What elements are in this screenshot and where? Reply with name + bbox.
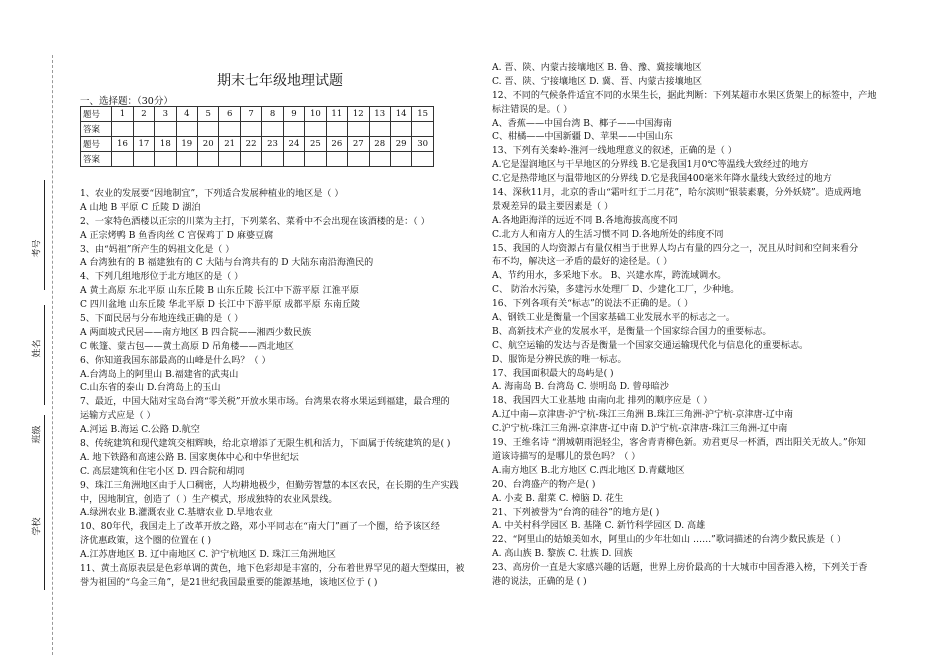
question-line: 中，因地制宜，创造了（ ）生产模式，形成独特的农业风景线。 — [80, 494, 338, 505]
question-line: 誉为祖国的“乌金三角”，是21世纪我国最重要的能源基地，该地区位于 ( ) — [80, 577, 378, 588]
section-heading: 一、选择题：（30分） — [80, 96, 173, 107]
answer-cell[interactable] — [283, 122, 304, 137]
q-num: 13 — [369, 107, 390, 122]
answer-cell[interactable] — [198, 152, 219, 167]
q-num: 11 — [326, 107, 347, 122]
question-line: 布不均，解决这一矛盾的最好的途径是。（ ） — [492, 257, 673, 268]
question-line: C.山东省的泰山 D.台湾岛上的玉山 — [80, 383, 221, 394]
question-line: C、 防治水污染，多建污水处理厂 D、少建化工厂，少种地。 — [492, 285, 740, 296]
question-line: A 正宗烤鸭 B 鱼香肉丝 C 宫保鸡丁 D 麻婆豆腐 — [80, 230, 274, 241]
question-line: A.辽中南—京津唐-沪宁杭-珠江三角洲 B.珠江三角洲-沪宁杭-京津唐-辽中南 — [492, 410, 794, 421]
answer-cell[interactable] — [390, 152, 411, 167]
q-num: 20 — [198, 137, 219, 152]
answer-cell[interactable] — [240, 152, 261, 167]
answer-table — [80, 106, 434, 167]
question-line: 19、王维名诗 “渭城朝雨浥轻尘，客舍青青柳色新。劝君更尽一杯酒，西出阳关无故人。”你知 — [492, 438, 866, 449]
answer-table-row — [81, 107, 434, 122]
answer-table-row — [81, 137, 434, 152]
q-num: 9 — [283, 107, 304, 122]
q-num: 7 — [240, 107, 261, 122]
q-num: 17 — [133, 137, 154, 152]
question-line: A.台湾岛上的阿里山 B.福建省的武夷山 — [80, 369, 239, 380]
q-num: 5 — [198, 107, 219, 122]
question-line: A. 晋、陕、内蒙古接壤地区 B. 鲁、豫、冀接壤地区 — [492, 63, 702, 73]
question-line: 1、农业的发展要“因地制宜”，下列适合发展种植业的地区是（ ） — [80, 189, 344, 199]
row-label: 答案 — [81, 152, 112, 167]
row-label: 题号 — [81, 137, 112, 152]
question-line: 7、最近，中国大陆对宝岛台湾“零关税”开放水果市场。台湾果农将水果运到福建，最合理的 — [80, 397, 450, 408]
question-line: 标注错误的是。（ ） — [492, 104, 573, 115]
row-label: 答案 — [81, 122, 112, 137]
row-label: 题号 — [81, 107, 112, 122]
question-line: A.河运 B.海运 C.公路 D.航空 — [80, 425, 200, 436]
answer-cell[interactable] — [369, 122, 390, 137]
question-line: A. 高山族 B. 黎族 C. 壮族 D. 回族 — [492, 549, 633, 560]
answer-cell[interactable] — [348, 152, 369, 167]
q-num: 21 — [219, 137, 240, 152]
q-num: 25 — [305, 137, 326, 152]
q-num: 15 — [412, 107, 434, 122]
question-line: A、节约用水，多采地下水。 B、兴建水库，跨流域调水。 — [492, 271, 727, 282]
question-line: C、柑橘——中国新疆 D、苹果——中国山东 — [492, 132, 673, 143]
right-questions — [492, 62, 876, 590]
q-num: 24 — [283, 137, 304, 152]
question-line: 12、不同的气候条件适宜不同的水果生长，据此判断：下列某超市水果区货架上的标签中，产地 — [492, 90, 877, 101]
question-line: 5、下面民居与分布地连线正确的是（ ） — [80, 314, 244, 325]
question-line: 4、下列几组地形位于北方地区的是（ ） — [80, 272, 244, 283]
answer-cell[interactable] — [326, 122, 347, 137]
question-line: A.它是湿润地区与干旱地区的分界线 B.它是我国1月0℃等温线大致经过的地方 — [492, 160, 809, 171]
q-num: 14 — [390, 107, 411, 122]
binding-margin — [0, 0, 62, 671]
answer-cell[interactable] — [198, 122, 219, 137]
q-num: 18 — [155, 137, 176, 152]
answer-table-row — [81, 152, 434, 167]
question-line: 16、下列各项有关“标志”的说法不正确的是。（ ） — [492, 299, 694, 310]
name-label: 姓名 — [32, 339, 43, 358]
cut-line — [52, 55, 53, 655]
answer-cell[interactable] — [348, 122, 369, 137]
answer-cell[interactable] — [133, 122, 154, 137]
page-title: 期末七年级地理试题 — [217, 73, 343, 89]
answer-cell[interactable] — [133, 152, 154, 167]
question-line: D、服饰是分辨民族的唯一标志。 — [492, 354, 627, 365]
q-num: 22 — [240, 137, 261, 152]
q-num: 26 — [326, 137, 347, 152]
question-line: 景观差异的最主要因素是（ ） — [492, 201, 614, 212]
question-line: C.它是热带地区与温带地区的分界线 D.它是我国400毫米年降水量线大致经过的地方 — [492, 174, 832, 185]
question-line: A.江苏唐地区 B. 辽中南地区 C. 沪宁杭地区 D. 珠江三角洲地区 — [80, 550, 336, 561]
question-line: A. 海南岛 B. 台湾岛 C. 崇明岛 D. 曾母暗沙 — [492, 382, 669, 393]
q-num: 19 — [176, 137, 197, 152]
question-line: 15、我国的人均资源占有量仅相当于世界人均占有量的四分之一，况且从时间和空间来看分 — [492, 243, 859, 254]
answer-cell[interactable] — [219, 122, 240, 137]
question-line: 2、一家特色酒楼以正宗的川菜为主打，下列菜名、菜肴中不会出现在该酒楼的是：（ ） — [80, 216, 430, 227]
q-num: 27 — [348, 137, 369, 152]
answer-cell[interactable] — [155, 122, 176, 137]
question-line: 6、你知道我国东部最高的山峰是什么吗？（ ） — [80, 355, 271, 366]
exam-no-label: 考号 — [32, 239, 43, 258]
question-line: A 两面坡式民居——南方地区 B 四合院——湘西少数民族 — [80, 327, 312, 338]
question-line: 23、高房价一直是大家感兴趣的话题，世界上房价最高的十大城市中国香港入榜，下列关于香 — [492, 563, 868, 574]
q-num: 23 — [262, 137, 283, 152]
question-line: 3、由“妈祖”所产生的妈祖文化是（ ） — [80, 244, 235, 255]
question-line: 9、珠江三角洲地区由于人口稠密，人均耕地极少，但勤劳智慧的本区农民，在长期的生产实践 — [80, 480, 459, 491]
question-line: A.各地距海洋的远近不同 B.各地海拔高度不同 — [492, 215, 678, 226]
q-num: 2 — [133, 107, 154, 122]
question-line: A. 小麦 B. 甜菜 C. 樟脑 D. 花生 — [492, 493, 624, 504]
answer-table-row — [81, 122, 434, 137]
question-line: C. 高层建筑和住宅小区 D. 四合院和胡同 — [80, 466, 245, 477]
q-num: 10 — [305, 107, 326, 122]
q-num: 30 — [412, 137, 434, 152]
q-num: 8 — [262, 107, 283, 122]
question-line: 11、黄土高原表层是色彩单调的黄色，地下色彩却是丰富的，分布着世界罕见的超大型煤田，被 — [80, 564, 465, 575]
question-line: C、航空运输的发达与否是衡量一个国家交通运输现代化与信息化的重要标志。 — [492, 340, 809, 351]
answer-cell[interactable] — [412, 122, 434, 137]
answer-cell[interactable] — [112, 122, 133, 137]
exam-no-line — [44, 180, 45, 290]
answer-cell[interactable] — [176, 152, 197, 167]
left-questions — [80, 188, 464, 591]
question-line: A、香蕉——中国台湾 B、椰子——中国海南 — [492, 118, 672, 129]
question-line: A 黄土高原 东北平原 山东丘陵 B 山东丘陵 长江中下游平原 江淮平原 — [80, 286, 360, 297]
answer-cell[interactable] — [369, 152, 390, 167]
question-line: C. 晋、陕、宁接壤地区 D. 冀、晋、内蒙古接壤地区 — [492, 76, 702, 87]
question-line: A、钢铁工业是衡量一个国家基础工业发展水平的标志之一。 — [492, 313, 736, 324]
question-line: B、高新技术产业的发展水平，是衡量一个国家综合国力的重要标志。 — [492, 326, 772, 337]
question-line: A 台湾独有的 B 福建独有的 C 大陆与台湾共有的 D 大陆东南沿海渔民的 — [80, 258, 374, 269]
q-num: 12 — [348, 107, 369, 122]
question-line: 济优惠政策，这个圈的位置在 ( ) — [80, 536, 212, 547]
question-line: A.南方地区 B.北方地区 C.西北地区 D.青藏地区 — [492, 465, 685, 476]
answer-cell[interactable] — [305, 122, 326, 137]
question-line: A. 地下铁路和高速公路 B. 国家奥体中心和中华世纪坛 — [80, 452, 299, 463]
question-line: 21、下列被誉为“台湾的硅谷”的地方是( ) — [492, 507, 660, 518]
q-num: 29 — [390, 137, 411, 152]
question-line: 13、下列有关秦岭-淮河一线地理意义的叙述，正确的是（ ） — [492, 146, 737, 157]
question-line: 8、传统建筑和现代建筑交相辉映，给北京增添了无限生机和活力，下面属于传统建筑的是( ) — [80, 439, 451, 450]
question-line: C 四川盆地 山东丘陵 华北平原 D 长江中下游平原 成都平原 东南丘陵 — [80, 300, 361, 311]
answer-cell[interactable] — [305, 152, 326, 167]
question-line: A. 中关村科学园区 B. 基隆 C. 新竹科学园区 D. 高雄 — [492, 521, 706, 532]
question-line: 14、深秋11月，北京的香山“霜叶红于二月花”，哈尔滨则“银装素裹，分外妖娆”。造成两地 — [492, 188, 862, 199]
question-line: C.北方人和南方人的生活习惯不同 D.各地所处的纬度不同 — [492, 229, 724, 240]
q-num: 6 — [219, 107, 240, 122]
question-line: 运输方式应是（ ） — [80, 411, 156, 422]
answer-cell[interactable] — [176, 122, 197, 137]
answer-cell[interactable] — [412, 152, 434, 167]
question-line: 18、我国四大工业基地 由南向北 排列的顺序应是（ ） — [492, 396, 713, 407]
q-num: 16 — [112, 137, 133, 152]
question-line: C.沪宁杭-珠江三角洲-京津唐-辽中南 D.沪宁杭-京津唐-珠江三角洲-辽中南 — [492, 424, 788, 435]
school-label: 学校 — [32, 517, 43, 536]
answer-cell[interactable] — [283, 152, 304, 167]
question-line: 20、台湾盛产的物产是( ) — [492, 479, 596, 490]
answer-cell[interactable] — [390, 122, 411, 137]
answer-cell[interactable] — [219, 152, 240, 167]
question-line: 港的说法，正确的是 ( ) — [492, 576, 587, 587]
question-line: 10、80年代，我国走上了改革开放之路，邓小平同志在“南大门”画了一个圈，给予该区经 — [80, 522, 440, 533]
q-num: 4 — [176, 107, 197, 122]
q-num: 1 — [112, 107, 133, 122]
answer-cell[interactable] — [155, 152, 176, 167]
answer-cell[interactable] — [240, 122, 261, 137]
question-line: A.绿洲农业 B.灌溉农业 C.基塘农业 D.旱地农业 — [80, 508, 273, 519]
q-num: 28 — [369, 137, 390, 152]
answer-cell[interactable] — [326, 152, 347, 167]
question-line: 22、“阿里山的姑娘美如水，阿里山的少年壮如山 ……”歌词描述的台湾少数民族是（ ） — [492, 535, 847, 546]
answer-cell[interactable] — [112, 152, 133, 167]
school-line — [44, 500, 45, 590]
question-line: C 帐篷、蒙古包——黄土高原 D 吊角楼——西北地区 — [80, 341, 294, 352]
answer-cell[interactable] — [262, 122, 283, 137]
question-line: A 山地 B 平原 C 丘陵 D 湖泊 — [80, 202, 201, 213]
class-line — [44, 415, 45, 505]
question-line: 道该诗描写的是哪儿的景色吗？（ ） — [492, 451, 641, 462]
class-label: 班级 — [32, 425, 43, 444]
answer-cell[interactable] — [262, 152, 283, 167]
name-line — [44, 305, 45, 405]
q-num: 3 — [155, 107, 176, 122]
question-line: 17、我国面积最大的岛屿是( ) — [492, 368, 614, 379]
